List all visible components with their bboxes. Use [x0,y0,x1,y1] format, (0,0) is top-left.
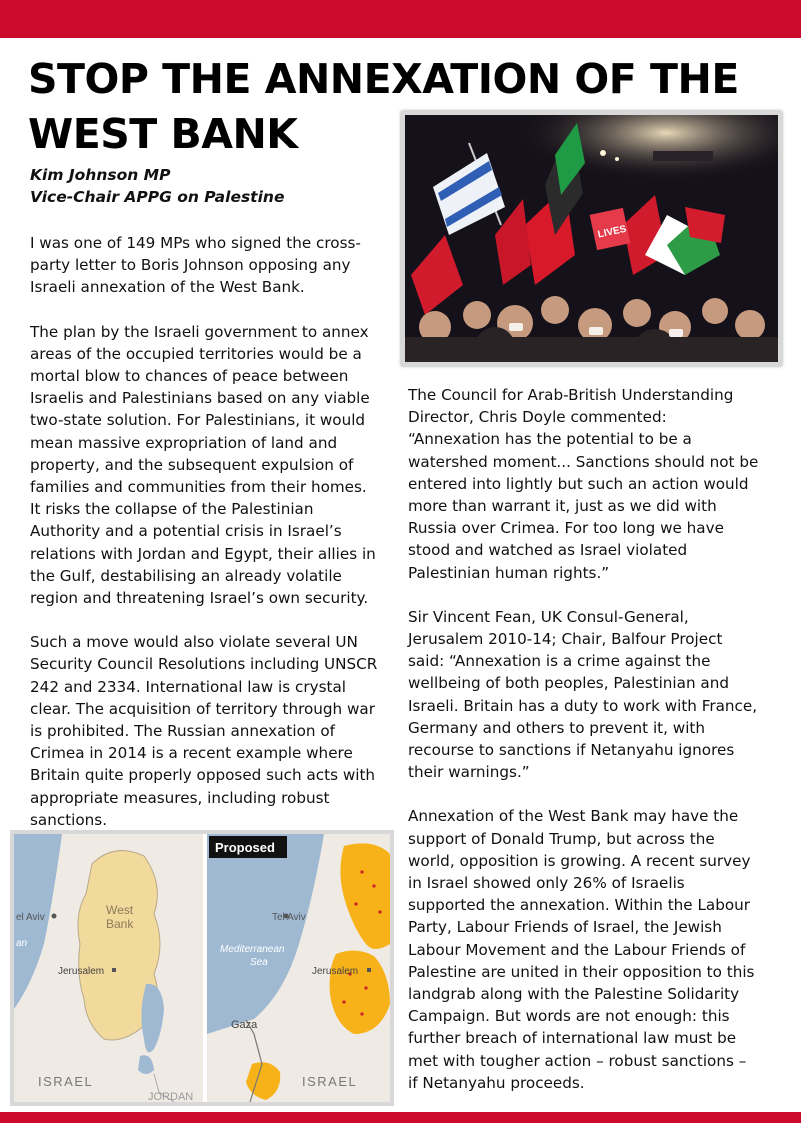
author-role: Vice-Chair APPG on Palestine [30,188,285,206]
paragraph: Such a move would also violate several UN Security Council Resolutions including UNSCR 242 and 2334. International law is crystal clear. The acquisition of territory through war is prohibited. The Russian annexation of Crimea in 2014 is a recent example where Britain quite properly opposed such acts with appropriate measures, including robust sanctions. [30,633,378,829]
map-label-sea-left: an [16,938,28,949]
author-name: Kim Johnson MP [30,166,171,184]
paragraph: The plan by the Israeli government to annex areas of the occupied territories would be a mortal blow to chances of peace between Israelis and Palestinians based on any viable two-state solution. For Palestinians, it would mean massive expropriation of land and property, and the subsequent expulsion of families and communities from their homes. It risks the collapse of the Palestinian Authority and a potential crisis in Israel’s relations with Jordan and Egypt, their allies in the Gulf, destabilising an already volatile region and threatening Israel’s own security. [30,322,376,608]
headline: STOP THE ANNEXATION OF THE WEST BANK [28,55,739,158]
paragraph: I was one of 149 MPs who signed the cross-party letter to Boris Johnson opposing any Israeli annexation of the West Bank. [30,234,361,297]
map-label-west: West [106,903,134,917]
bottom-red-bar [0,1112,801,1123]
paragraph: The Council for Arab-British Understanding Director, Chris Doyle commented: “Annexation has the potential to be a watershed moment... Sanctions should not be entered into lightly but such an action would more than warrant it, just as we did with Russia over Crimea. For too long we have stood and watched as Israel violated Palestinian human rights.” [408,386,759,582]
paragraph: Sir Vincent Fean, UK Consul-General, Jerusalem 2010-14; Chair, Balfour Project said: “Annexation is a crime against the wellbeing of both peoples, Palestinian and Israeli. Britain has a duty to work with France, Germany and others to prevent it, with recourse to sanctions if Netanyahu ignores their warnings.” [408,607,758,782]
map-label-bank: Bank [106,917,134,931]
map-label-tel-aviv-left: el Aviv [16,912,45,923]
left-column [30,232,380,853]
protest-illustration [405,115,778,362]
paragraph: Annexation of the West Bank may have the support of Donald Trump, but across the world, opposition is growing. A recent survey in Israel showed only 26% of Israelis supported the annexation. Within the Labour Party, Labour Friends of Israel, the Jewish Labour Movement and the Labour Friends of Palestine are united in their opposition to this landgrab along with the Palestine Solidarity Campaign. But words are not enough: this further breach of international law must be met with tougher action – robust sanctions – if Netanyahu proceeds. [408,807,755,1092]
sign-text: LIVES [596,223,628,241]
proposed-tag: Proposed [215,840,275,855]
map-label-israel-left: ISRAEL [38,1074,94,1089]
map-label-jerusalem-right: Jerusalem [312,966,359,977]
map-label-mediterranean: Mediterranean [220,944,285,955]
byline [30,164,284,208]
map-graphic [14,834,390,1102]
map-label-gaza: Gaza [231,1019,258,1031]
right-column [408,384,760,1116]
map-label-jerusalem-left: Jerusalem [58,966,105,977]
top-red-bar [0,0,801,38]
map-label-sea: Sea [250,957,268,968]
map-label-jordan: JORDAN [148,1091,194,1102]
protest-photo [401,111,782,366]
map-label-israel-right: ISRAEL [302,1074,358,1089]
annexation-map [10,830,394,1106]
map-label-tel-aviv-right: Tel Aviv [272,912,306,923]
